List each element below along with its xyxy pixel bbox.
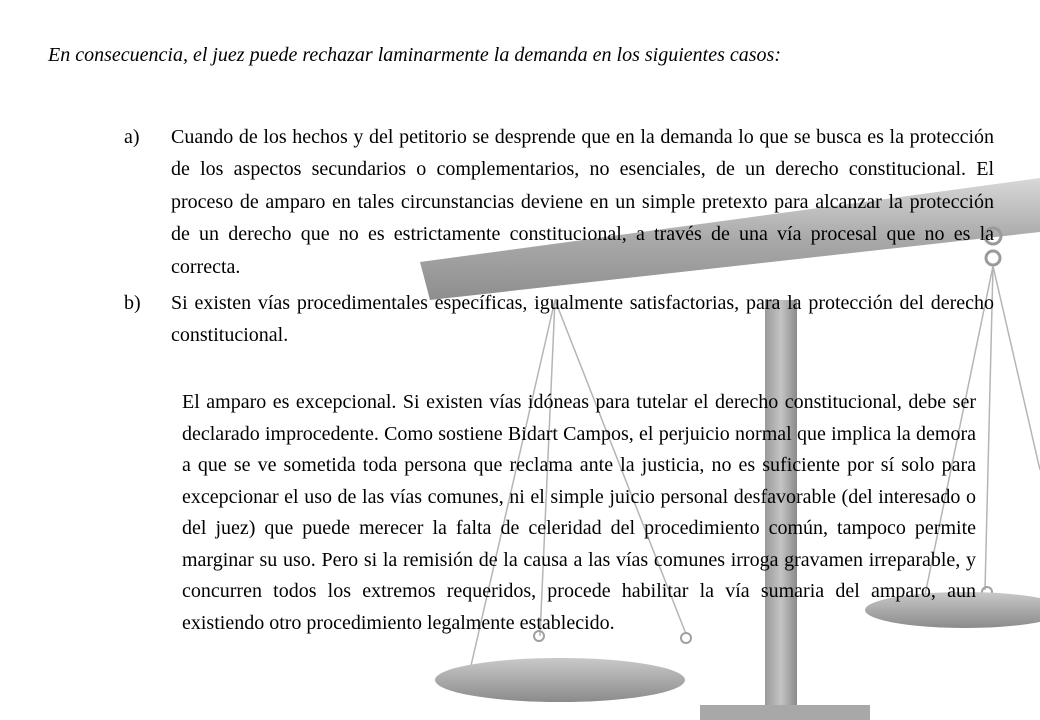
list-marker: b) <box>124 292 141 314</box>
list-item-a <box>124 121 994 283</box>
list-item-text: Si existen vías procedimentales específicas, igualmente satisfactorias, para la protección del derecho constitucional. <box>171 292 994 347</box>
list-item-text: Cuando de los hechos y del petitorio se desprende que en la demanda lo que se busca es la protección de los aspectos secundarios o complementarios, no esenciales, de un derecho constitucional. El proceso de amparo en tales circunstancias deviene en un simple pretexto para alcanzar la protección de un derecho que no es estrictamente constitucional, a través de una vía procesal que no es la correcta. <box>171 126 994 278</box>
list-marker: a) <box>124 126 140 148</box>
list-item-b <box>124 287 994 352</box>
quote-paragraph: El amparo es excepcional. Si existen vías idóneas para tutelar el derecho constitucional, debe ser declarado improcedente. Como sostiene Bidart Campos, el perjuicio normal que implica la demora a que se ve sometida toda persona que reclama ante la justicia, no es suficiente por sí solo para excepcionar el uso de las vías comunes, ni el simple juicio personal desfavorable (del interesado o del juez) que puede merecer la falta de celeridad del procedimiento común, tampoco permite marginar su uso. Pero si la remisión de la causa a las vías comunes irroga gravamen irreparable, y concurren todos los extremos requeridos, procede habilitar la vía sumaria del amparo, aun existiendo otro procedimiento legalmente establecido. <box>182 391 976 634</box>
intro-paragraph: En consecuencia, el juez puede rechazar laminarmente la demanda en los siguientes casos: <box>48 44 781 66</box>
